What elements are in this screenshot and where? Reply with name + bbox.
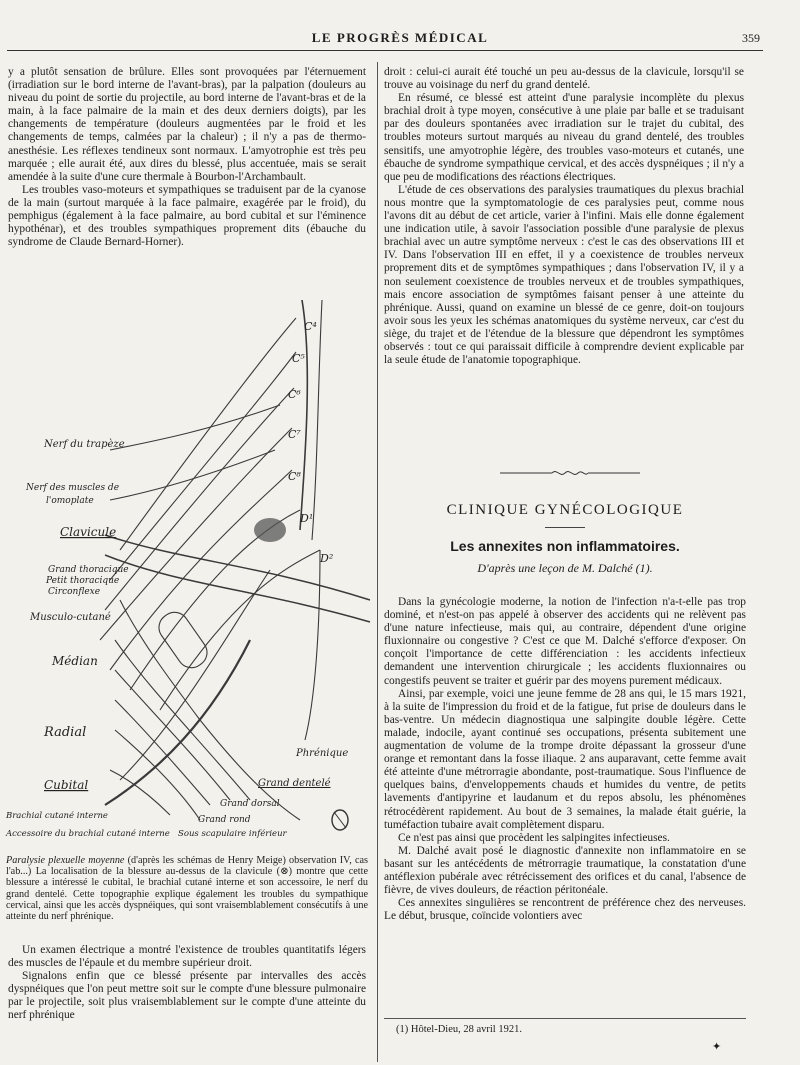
- brachial-plexus-figure: [0, 300, 377, 850]
- label-accessoire: Accessoire du brachial cutané interne: [6, 829, 170, 839]
- phrenic-nerve-line: [305, 550, 320, 740]
- nerve-root-d2: [160, 550, 320, 710]
- nerve-root-c5: [110, 352, 296, 580]
- label-c5: C⁵: [292, 352, 305, 365]
- section-title: CLINIQUE GYNÉCOLOGIQUE: [446, 502, 684, 518]
- spine-outline: [300, 300, 307, 530]
- label-d2: D²: [320, 552, 334, 565]
- right-column-text: [384, 66, 744, 367]
- paragraph: Ce n'est pas ainsi que procèdent les salpingites infectieuses.: [398, 831, 670, 844]
- nerve-omoplate-line: [110, 450, 275, 500]
- article-byline: D'après une leçon de M. Dalché (1).: [477, 561, 653, 575]
- diamond-ornament-icon: ✦: [712, 1041, 722, 1053]
- label-petit-thoracique: Petit thoracique: [46, 576, 120, 586]
- nerve-arm-5: [115, 730, 200, 820]
- paragraph: Un examen électrique a montré l'existence de troubles quantitatifs légers des muscles de l'épaule et du membre supérieur droit.: [8, 944, 366, 970]
- figure-caption: [6, 855, 368, 922]
- crossed-circle-stroke: [334, 812, 346, 828]
- label-phrenique: Phrénique: [296, 748, 349, 759]
- label-c7: C⁷: [288, 428, 301, 441]
- label-c8: C⁸: [288, 470, 301, 483]
- label-grand-dorsal: Grand dorsal: [220, 799, 280, 809]
- section-ornament: [500, 466, 640, 480]
- footnote-rule: [384, 1018, 746, 1019]
- paragraph: Ainsi, par exemple, voici une jeune femme de 28 ans qui, le 15 mars 1921, à la suite de l'impression du froid et de la fatigue, fut prise de douleurs dans le bas-ventre. Un médecin diagnostiqua une salpingite double légère. Cette malade, indocile, ayant continué ses occupations, présenta subitement une augmentation de volume de la trompe droite dépassant la grosseur d'une orange et remontant dans la fosse iliaque. 2 ans auparavant, cette femme avait été atteinte d'une métrorragie abondante, post-traumatique. Sous l'influence de quelques bains, d'enveloppements chauds et humides du ventre, de petits lavements d'antipyrine et laudanum et du repos absolu, les phénomènes rétrocédèrent rapidement. Au bout de 3 semaines, la malade était guérie, la tuméfaction tubaire avait complètement disparu.: [384, 687, 746, 831]
- label-radial: Radial: [44, 725, 87, 740]
- page-header: [0, 30, 800, 50]
- caption-text: (d'après les schémas de Henry Meige) observation IV, cas l'ab...) La localisation de la blessure au-dessus de la clavicule (⊗) montre que cette blessure a intéressé le cubital, le brachial cutané interne et son accessoire, le nerf du grand dentelé. Cette topographie explique également les troubles du sympathique cervical, ainsi que les accès dyspnéiques, qui sont vraisemblablement consécutifs à une atteinte du nerf phrénique.: [6, 855, 368, 923]
- wound-marker-icon: [254, 518, 286, 542]
- article-title: Les annexites non inflammatoires.: [450, 538, 680, 554]
- label-clavicule: Clavicule: [60, 525, 117, 539]
- page-number: 359: [742, 31, 760, 45]
- label-sous-scapulaire: Sous scapulaire inférieur: [178, 829, 287, 839]
- header-rule: [7, 50, 763, 51]
- label-grand-dentele: Grand dentelé: [258, 778, 331, 789]
- paragraph: M. Dalché avait posé le diagnostic d'annexite non inflammatoire en se basant sur les antécédents de métrorragie traumatique, la constatation d'une antéflexion pubérale avec rétrécissement des orifices et du canal, l'absence de fièvre, de vives douleurs, de réaction péritonéale.: [384, 844, 746, 897]
- paragraph: Ces annexites singulières se rencontrent de préférence chez des nerveuses. Le début, brusque, coïncide volontiers avec: [384, 897, 746, 923]
- column-separator: [377, 62, 378, 1062]
- label-cubital: Cubital: [44, 778, 89, 792]
- section-rule: [545, 527, 585, 528]
- footnote: (1) Hôtel-Dieu, 28 avril 1921.: [396, 1024, 522, 1035]
- nerve-trapeze-line: [110, 405, 280, 450]
- caption-title: Paralysie plexuelle moyenne: [6, 855, 125, 866]
- article-text: [384, 596, 746, 923]
- label-d1: D¹: [300, 512, 314, 525]
- nerve-root-c4: [120, 318, 296, 550]
- label-circonflexe: Circonflexe: [48, 587, 101, 597]
- paragraph: Les troubles vaso-moteurs et sympathiques se traduisent par de la cyanose de la main (surtout marquée à la face palmaire, exagérée par le froid), du pemphigus (également à la face palmaire, au bord cubital et sur l'éminence hypothénar), et des troubles sympathiques proprement dits (ébauche du syndrome de Claude Bernard-Horner).: [8, 183, 366, 249]
- label-c6: C⁶: [288, 388, 301, 401]
- label-median: Médian: [52, 654, 98, 668]
- label-c4: C⁴: [304, 320, 317, 333]
- paragraph: Signalons enfin que ce blessé présente par intervalles des accès dyspnéiques que l'on peut mettre soit sur le compte d'une blessure pulmonaire par le projectile, soit plus vraisemblablement sur le compte d'une atteinte du nerf phrénique: [8, 970, 366, 1022]
- running-title: LE PROGRÈS MÉDICAL: [311, 30, 489, 45]
- label-grand-thoracique: Grand thoracique: [48, 565, 129, 575]
- label-trapeze: Nerf du trapèze: [44, 439, 125, 450]
- label-grand-rond: Grand rond: [198, 815, 251, 825]
- label-omoplate-1: Nerf des muscles de: [26, 483, 120, 493]
- cubital-nerve-line: [105, 640, 250, 805]
- paragraph: En résumé, ce blessé est atteint d'une paralysie incomplète du plexus brachial droit à type moyen, consécutive à une plaie par balle et se traduisant par des douleurs spontanées avec irradiation sur le trajet du cubital, des troubles moteurs surtout marqués au niveau du grand dentelé, des troubles sensitifs, une amyotrophie légère, des troubles vaso-moteurs et cutanés, une ébauche de syndrome sympathique cervical, et des accès dyspnéiques ; il n'y a que peu de modifications des réactions électriques.: [384, 92, 744, 183]
- label-musculo-cutane: Musculo-cutané: [30, 612, 111, 623]
- paragraph: Dans la gynécologie moderne, la notion de l'infection n'a-t-elle pas trop dominé, et n'est-on pas appelé à observer des accidents qui ne relèvent pas d'une nature infectieuse, mais qui, au contraire, dépendent d'une origine fluxionnaire ou congestive ? C'est ce que M. Dalché s'efforce d'exposer. On conçoit l'importance de cette différenciation : les accidents infectieux demandent une intervention chirurgicale ; les accidents fluxionnaires ou congestifs peuvent se traiter et guérir par des moyens purement médicaux.: [384, 596, 746, 687]
- label-omoplate-2: l'omoplate: [46, 496, 94, 506]
- spine-outline-inner: [312, 300, 322, 540]
- paragraph: y a plutôt sensation de brûlure. Elles sont provoquées par l'éternuement (irradiation sur le bord interne de l'avant-bras), par la palpation (douleurs au niveau du point de sortie du projectile, au bord interne de l'avant-bras et de la main, à la face palmaire de la main et des deux derniers doigts), par les changements de température (douleurs augmentées par le froid et les changements de temps, calmées par la chaleur) ; il n'y a pas de thermo-anesthésie. Les réflexes tendineux sont normaux. L'amyotrophie est très peu marquée ; elle aurait été, aux dires du blessé, plus accentuée, mais se serait amendée à la suite d'une cure thermale à Bourbon-l'Archambault.: [8, 66, 366, 183]
- paragraph: L'étude de ces observations des paralysies traumatiques du plexus brachial nous montre que la symptomatologie de ces paralysies peut, comme nous l'avons dit au début de cet article, varier à l'infini. Mais elle donne également une indication utile, à savoir l'association possible d'une paralysie de plexus brachial avec un autre symptôme nerveux : c'est le cas des observations III et IV. Dans l'observation III en effet, il y a coexistence de troubles nerveux proprement dits et de symptômes sympathiques ; dans l'observation IV, il y a non seulement coexistence de troubles nerveux et de troubles sympathiques, mais encore association de symptômes faisant penser à une atteinte du phrénique. Aussi, quand on examine un blessé de ce genre, doit-on toujours avoir sous les yeux les schémas anatomiques du système nerveux, car c'est du siège, du trajet et de l'étendue de la blessure que dépendront les symptômes observés : tout ce qui paraissait difficile à comprendre devient explicable par la seule étude de l'anatomie topographique.: [384, 183, 744, 367]
- nerve-arm-6: [110, 770, 170, 815]
- paragraph: droit : celui-ci aurait été touché un peu au-dessus de la clavicule, lorsqu'il se trouve au voisinage du nerf du grand dentelé.: [384, 66, 744, 92]
- left-column-text: [8, 66, 366, 249]
- left-column-bottom-text: [8, 944, 366, 1023]
- label-brachial-cutane: Brachial cutané interne: [6, 811, 108, 821]
